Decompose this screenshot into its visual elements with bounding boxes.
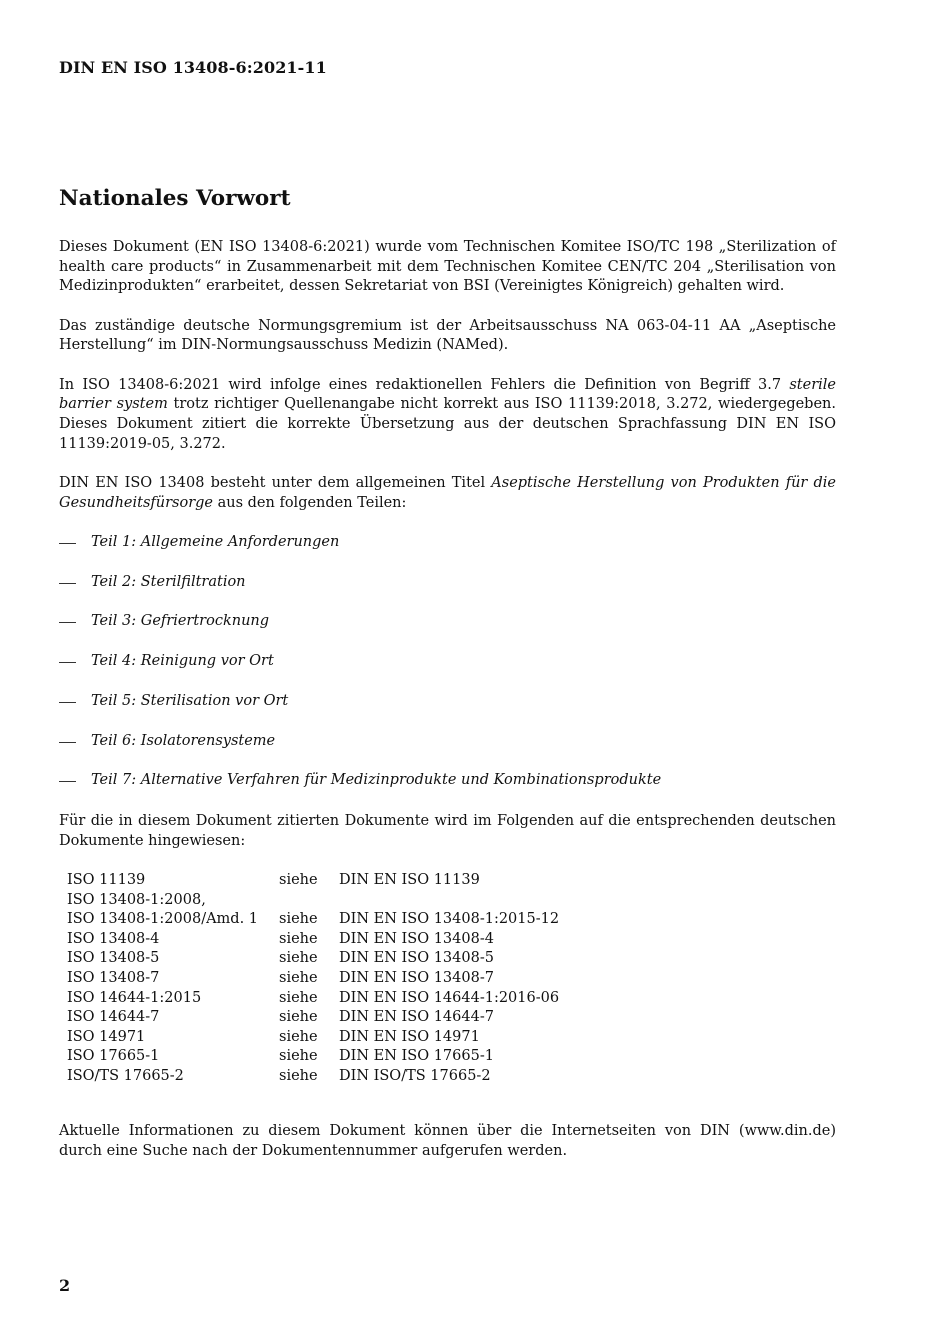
din-ref: DIN EN ISO 14971: [339, 1028, 480, 1045]
see-label: siehe: [279, 950, 318, 967]
list-item: [59, 533, 836, 553]
list-item-label: Teil 4: Reinigung vor Ort: [91, 653, 274, 670]
table-row: [67, 989, 559, 1009]
table-row: [67, 1028, 559, 1048]
din-ref: DIN ISO/TS 17665-2: [339, 1067, 491, 1084]
list-item-label: Teil 5: Sterilisation vor Ort: [91, 692, 289, 709]
table-row: [67, 1047, 559, 1067]
table-row: [67, 910, 559, 930]
dash-icon: [59, 583, 76, 584]
iso-ref: ISO 11139: [67, 872, 146, 889]
din-ref: DIN EN ISO 13408-1:2015-12: [339, 911, 560, 928]
text-segment: trotz richtiger Quellenangabe nicht korrekt aus ISO 11139:2018, 3.272, wiedergegeben. Dieses Dokument zitiert die korrekte Übersetzung aus der deutschen Sprachfassung DIN EN ISO 11139:2019-05, 3.272.: [59, 396, 836, 452]
list-item-label: Teil 1: Allgemeine Anforderungen: [91, 533, 340, 550]
list-item-label: Teil 3: Gefriertrocknung: [91, 613, 270, 630]
paragraph-standards-body: Das zuständige deutsche Normungsgremium ist der Arbeitsausschuss NA 063-04-11 AA „Aseptische Herstellung“ im DIN-Normungsausschuss Medizin (NAMed).: [59, 317, 836, 354]
table-row: [67, 969, 559, 989]
dash-icon: [59, 622, 76, 623]
iso-ref: ISO 13408-7: [67, 969, 160, 986]
dash-icon: [59, 742, 76, 743]
din-ref: DIN EN ISO 17665-1: [339, 1048, 494, 1065]
table-row: [67, 871, 559, 891]
main-content: [59, 238, 836, 1087]
iso-ref: ISO 17665-1: [67, 1048, 160, 1065]
see-label: siehe: [279, 911, 318, 928]
see-label: siehe: [279, 930, 318, 947]
din-ref: DIN EN ISO 14644-7: [339, 1009, 494, 1026]
paragraph-references-intro: Für die in diesem Dokument zitierten Dokumente wird im Folgenden auf die entsprechenden deutschen Dokumente hingewiesen:: [59, 813, 836, 849]
list-item: [59, 692, 836, 712]
table-row: [67, 1008, 559, 1028]
dash-icon: [59, 662, 76, 663]
page-title: Nationales Vorwort: [59, 186, 291, 211]
series-title-italic: Aseptische Herstellung von Produkten für die Gesundheitsfürsorge: [59, 474, 836, 511]
text-segment: DIN EN ISO 13408 besteht unter dem allgemeinen Titel: [59, 474, 492, 491]
page-number: 2: [59, 1276, 71, 1295]
dash-icon: [59, 781, 76, 782]
see-label: [279, 891, 339, 911]
see-label: siehe: [279, 1028, 318, 1045]
din-ref: DIN EN ISO 13408-5: [339, 950, 494, 967]
list-item: [59, 771, 836, 791]
din-ref: DIN EN ISO 13408-7: [339, 969, 494, 986]
text-segment: aus den folgenden Teilen:: [213, 494, 407, 511]
parts-list: [59, 533, 836, 791]
see-label: siehe: [279, 872, 318, 889]
table-row: [67, 1067, 559, 1087]
din-ref: [339, 891, 559, 911]
term-italic: sterile barrier system: [59, 376, 836, 413]
iso-ref: ISO 14644-1:2015: [67, 989, 202, 1006]
dash-icon: [59, 702, 76, 703]
paragraph-din-info: Aktuelle Informationen zu diesem Dokument können über die Internetseiten von DIN (www.din.de) durch eine Suche nach der Dokumentennummer aufgerufen werden.: [59, 1123, 836, 1159]
iso-ref: ISO 13408-1:2008/Amd. 1: [67, 911, 259, 928]
see-label: siehe: [279, 1048, 318, 1065]
iso-ref: ISO 13408-4: [67, 930, 160, 947]
paragraph-series-title: [59, 474, 836, 513]
iso-ref: ISO 13408-1:2008,: [67, 891, 206, 908]
din-ref: DIN EN ISO 13408-4: [339, 930, 494, 947]
see-label: siehe: [279, 1067, 318, 1084]
iso-ref: ISO 14644-7: [67, 1009, 160, 1026]
reference-table: [67, 871, 559, 1087]
table-row: [67, 891, 559, 911]
iso-ref: ISO 13408-5: [67, 950, 160, 967]
list-item: [59, 612, 836, 632]
iso-ref: ISO 14971: [67, 1028, 146, 1045]
iso-ref: ISO/TS 17665-2: [67, 1067, 184, 1084]
list-item: [59, 573, 836, 593]
see-label: siehe: [279, 1009, 318, 1026]
see-label: siehe: [279, 989, 318, 1006]
table-row: [67, 949, 559, 969]
dash-icon: [59, 543, 76, 544]
page-header: DIN EN ISO 13408-6:2021-11: [59, 58, 327, 77]
list-item-label: Teil 6: Isolatorensysteme: [91, 732, 276, 749]
list-item-label: Teil 7: Alternative Verfahren für Medizinprodukte und Kombinationsprodukte: [91, 772, 662, 789]
list-item: [59, 652, 836, 672]
table-row: [67, 930, 559, 950]
list-item-label: Teil 2: Sterilfiltration: [91, 573, 246, 590]
list-item: [59, 732, 836, 752]
din-ref: DIN EN ISO 14644-1:2016-06: [339, 989, 560, 1006]
din-ref: DIN EN ISO 11139: [339, 872, 480, 889]
paragraph-editorial-error: [59, 376, 836, 455]
paragraph-committee: Dieses Dokument (EN ISO 13408-6:2021) wurde vom Technischen Komitee ISO/TC 198 „Sterilization of health care products“ in Zusammenarbeit mit dem Technischen Komitee CEN/TC 204 „Sterilisation von Medizinprodukten“ erarbeitet, dessen Sekretariat von BSI (Vereinigtes Königreich) gehalten wird.: [59, 239, 836, 295]
see-label: siehe: [279, 969, 318, 986]
text-segment: In ISO 13408-6:2021 wird infolge eines redaktionellen Fehlers die Definition von Begriff 3.7: [59, 376, 790, 393]
